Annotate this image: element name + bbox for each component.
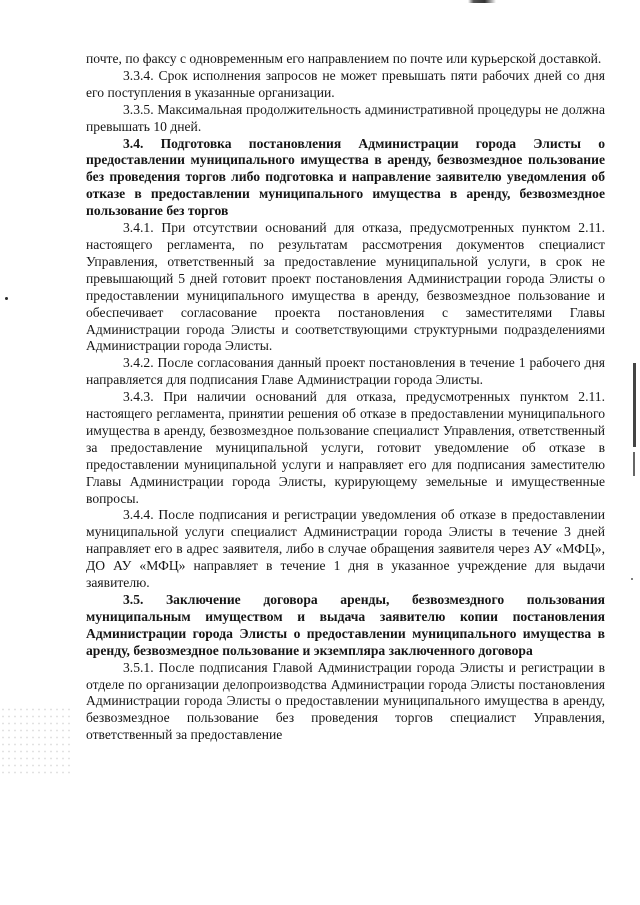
scan-dot-left — [5, 297, 8, 300]
scan-artifact-right — [633, 363, 636, 447]
section-heading-3-5: 3.5. Заключение договора аренды, безвозмездного пользования муниципальным имуществом и выдача заявителю копии постановления Администрации города Элисты о предоставлении муниципального имущества в аренду, безвозмездное пользование и экземпляра заключенного договора — [86, 592, 605, 658]
paragraph-3-4-3: 3.4.3. При наличии оснований для отказа, предусмотренных пунктом 2.11. настоящего регламента, принятии решения об отказе в предоставлении муниципального имущества в аренду, безвозмездное пользование специалист Управления, ответственный за предоставление муниципальной услуги, готовит уведомление об отказе в предоставлении муниципальной услуги и направляет его для подписания заместителю Главы Администрации города Элисты, курирующему земельные и имущественные вопросы. — [86, 389, 605, 506]
scan-speckle — [0, 706, 70, 776]
paragraph-3-5-1: 3.5.1. После подписания Главой Администрации города Элисты и регистрации в отделе по организации делопроизводства Администрации города Элисты постановления Администрации города Элисты о предоставлении муниципального имущества в аренду, безвозмездное пользование без проведения торгов специалист Управления, ответственный за предоставление — [86, 659, 605, 743]
scan-artifact-top — [468, 0, 496, 3]
paragraph-3-3-4: 3.3.4. Срок исполнения запросов не может превышать пяти рабочих дней со дня его поступления в указанные организации. — [86, 67, 605, 100]
scan-artifact-right-lower — [633, 452, 635, 476]
scan-dot-right — [631, 578, 633, 580]
paragraph-3-4-2: 3.4.2. После согласования данный проект постановления в течение 1 рабочего дня направляется для подписания Главе Администрации города Элисты. — [86, 355, 605, 388]
paragraph-3-4-1: 3.4.1. При отсутствии оснований для отказа, предусмотренных пунктом 2.11. настоящего регламента, по результатам рассмотрения документов специалист Управления, ответственный за предоставление муниципальной услуги, в срок не превышающий 5 дней готовит проект постановления Администрации города Элисты о предоставлении муниципального имущества в аренду, безвозмездное пользование и обеспечивает согласование проекта постановления с заместителями Главы Администрации города Элисты и соответствующими структурными подразделениями Администрации города Элисты. — [86, 220, 605, 354]
document-body — [86, 51, 605, 744]
section-heading-3-4: 3.4. Подготовка постановления Администрации города Элисты о предоставлении муниципального имущества в аренду, безвозмездное пользование без проведения торгов либо подготовка и направление заявителю уведомления об отказе в предоставлении муниципального имущества в аренду, безвозмездное пользование без торгов — [86, 135, 605, 219]
paragraph-3-4-4: 3.4.4. После подписания и регистрации уведомления об отказе в предоставлении муниципальной услуги специалист Администрации города Элисты в течение 3 дней направляет его в адрес заявителя, либо в случае обращения заявителя через АУ «МФЦ», ДО АУ «МФЦ» направляет в течение 1 дня в указанное учреждение для выдачи заявителю. — [86, 507, 605, 591]
paragraph-continuation: почте, по факсу с одновременным его направлением по почте или курьерской доставкой. — [86, 51, 602, 66]
paragraph-3-3-5: 3.3.5. Максимальная продолжительность административной процедуры не должна превышать 10 дней. — [86, 101, 605, 134]
